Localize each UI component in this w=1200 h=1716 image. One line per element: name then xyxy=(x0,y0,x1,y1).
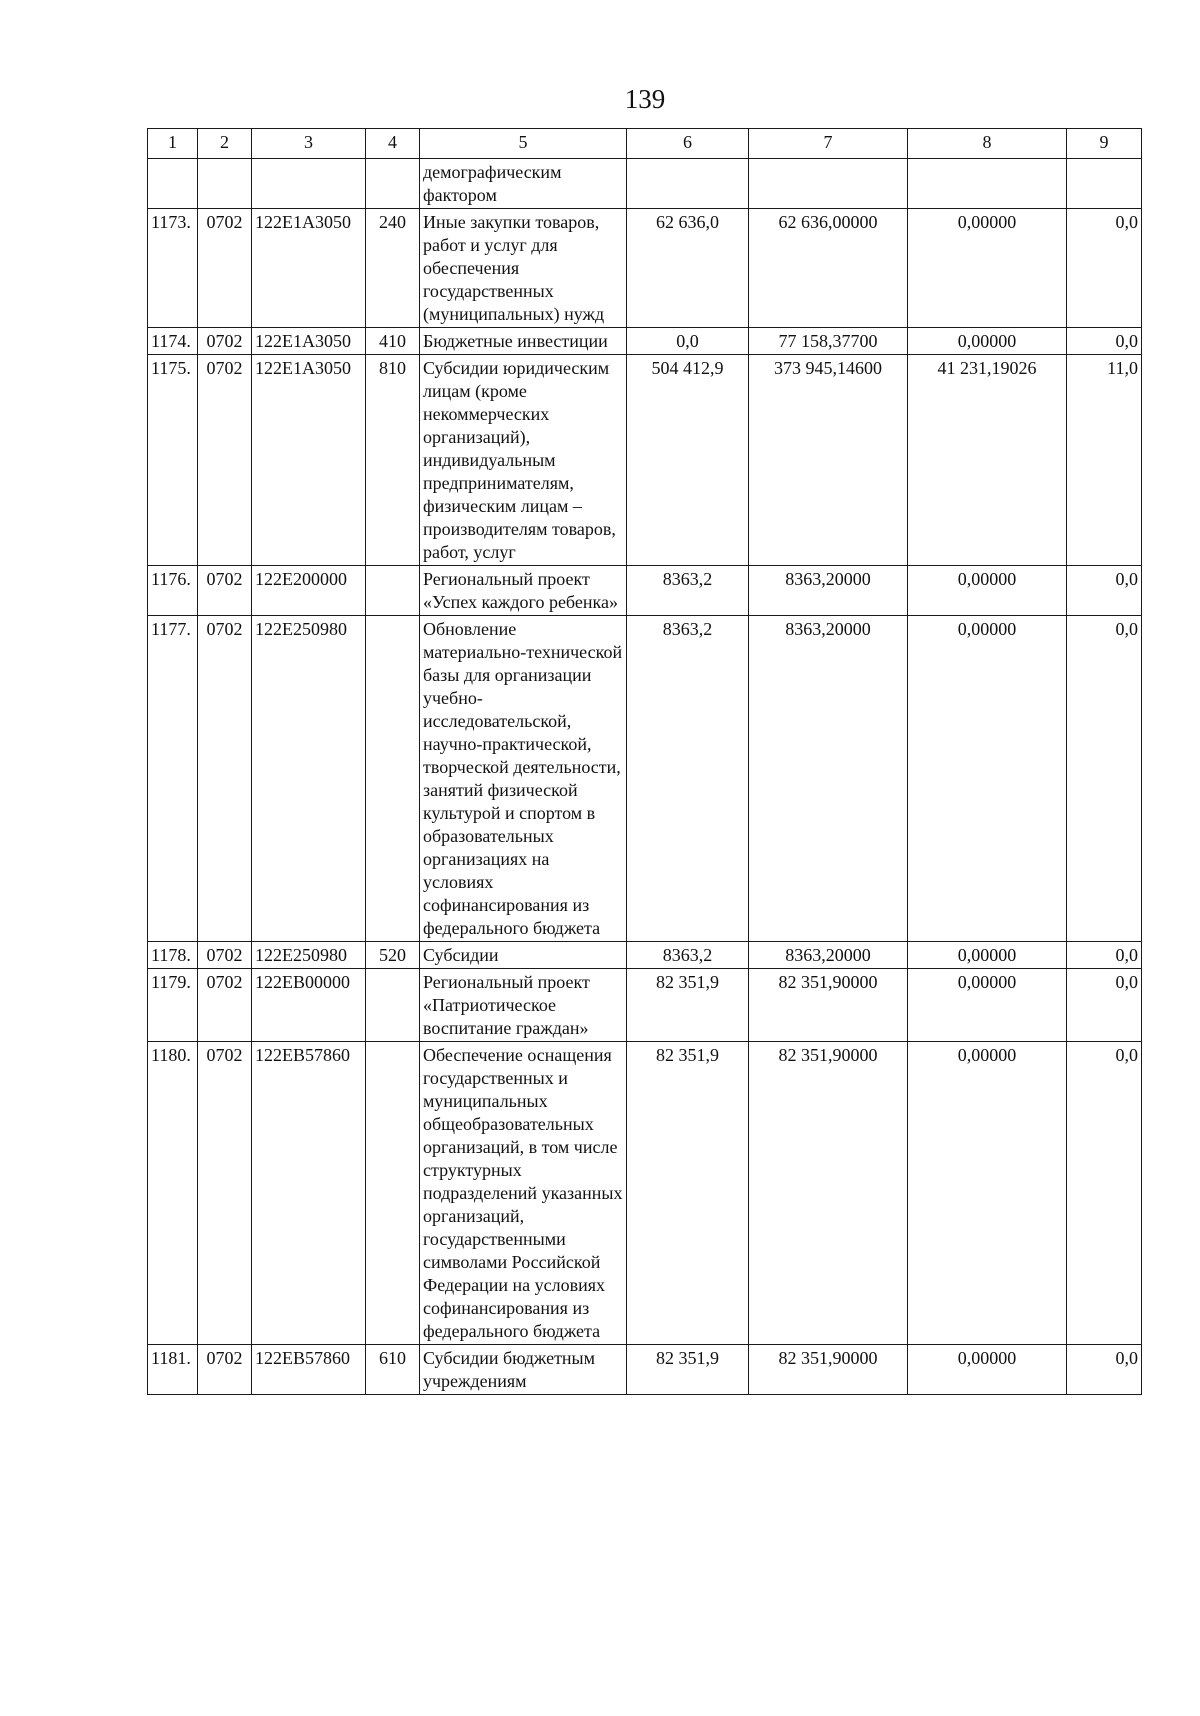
row-number: 1178. xyxy=(148,942,198,969)
value-col8: 0,00000 xyxy=(908,1345,1067,1395)
row-number: 1175. xyxy=(148,355,198,566)
item-name: Региональный проект «Патриотическое воспитание граждан» xyxy=(420,969,627,1042)
expense-type: 520 xyxy=(366,942,420,969)
value-col9: 0,0 xyxy=(1067,1042,1142,1345)
row-number: 1180. xyxy=(148,1042,198,1345)
value-col6: 62 636,0 xyxy=(627,209,749,328)
target-code xyxy=(252,159,366,209)
value-col7: 82 351,90000 xyxy=(749,1345,908,1395)
value-col9: 0,0 xyxy=(1067,969,1142,1042)
header-cell: 8 xyxy=(908,129,1067,159)
target-code: 122E1A3050 xyxy=(252,328,366,355)
value-col7: 82 351,90000 xyxy=(749,969,908,1042)
header-cell: 7 xyxy=(749,129,908,159)
item-name: Иные закупки товаров, работ и услуг для обеспечения государственных (муниципальных) нужд xyxy=(420,209,627,328)
row-number: 1179. xyxy=(148,969,198,1042)
section-code: 0702 xyxy=(198,209,252,328)
value-col7: 82 351,90000 xyxy=(749,1042,908,1345)
table-row xyxy=(148,159,1142,209)
row-number: 1176. xyxy=(148,566,198,616)
header-cell: 2 xyxy=(198,129,252,159)
target-code: 122E250980 xyxy=(252,942,366,969)
item-name: демографическим фактором xyxy=(420,159,627,209)
budget-table xyxy=(147,128,1142,1395)
target-code: 122EB57860 xyxy=(252,1042,366,1345)
header-cell: 5 xyxy=(420,129,627,159)
row-number: 1177. xyxy=(148,616,198,942)
target-code: 122EB57860 xyxy=(252,1345,366,1395)
section-code xyxy=(198,159,252,209)
section-code: 0702 xyxy=(198,328,252,355)
table-row xyxy=(148,355,1142,566)
value-col9: 11,0 xyxy=(1067,355,1142,566)
value-col9: 0,0 xyxy=(1067,328,1142,355)
value-col6: 8363,2 xyxy=(627,566,749,616)
value-col6: 82 351,9 xyxy=(627,969,749,1042)
table-row xyxy=(148,616,1142,942)
expense-type xyxy=(366,616,420,942)
header-cell: 6 xyxy=(627,129,749,159)
header-row xyxy=(148,129,1142,159)
section-code: 0702 xyxy=(198,969,252,1042)
row-number: 1174. xyxy=(148,328,198,355)
value-col8: 41 231,19026 xyxy=(908,355,1067,566)
header-cell: 4 xyxy=(366,129,420,159)
value-col9: 0,0 xyxy=(1067,942,1142,969)
section-code: 0702 xyxy=(198,942,252,969)
value-col9: 0,0 xyxy=(1067,209,1142,328)
item-name: Бюджетные инвестиции xyxy=(420,328,627,355)
value-col8: 0,00000 xyxy=(908,209,1067,328)
value-col9: 0,0 xyxy=(1067,616,1142,942)
row-number: 1181. xyxy=(148,1345,198,1395)
expense-type xyxy=(366,566,420,616)
value-col9: 0,0 xyxy=(1067,1345,1142,1395)
header-cell: 3 xyxy=(252,129,366,159)
value-col6: 82 351,9 xyxy=(627,1042,749,1345)
value-col6: 82 351,9 xyxy=(627,1345,749,1395)
value-col8: 0,00000 xyxy=(908,566,1067,616)
value-col9 xyxy=(1067,159,1142,209)
value-col8: 0,00000 xyxy=(908,328,1067,355)
item-name: Субсидии юридическим лицам (кроме некоммерческих организаций), индивидуальным предпринимателям, физическим лицам – производителям товаров, работ, услуг xyxy=(420,355,627,566)
row-number: 1173. xyxy=(148,209,198,328)
value-col6: 8363,2 xyxy=(627,616,749,942)
value-col7: 373 945,14600 xyxy=(749,355,908,566)
target-code: 122E200000 xyxy=(252,566,366,616)
expense-type: 610 xyxy=(366,1345,420,1395)
value-col7: 8363,20000 xyxy=(749,616,908,942)
expense-type: 810 xyxy=(366,355,420,566)
value-col7: 62 636,00000 xyxy=(749,209,908,328)
item-name: Обновление материально-технической базы для организации учебно-исследовательской, научно-практической, творческой деятельности, занятий физической культурой и спортом в образовательных организациях на условиях софинансирования из федерального бюджета xyxy=(420,616,627,942)
item-name: Субсидии бюджетным учреждениям xyxy=(420,1345,627,1395)
item-name: Субсидии xyxy=(420,942,627,969)
value-col8: 0,00000 xyxy=(908,1042,1067,1345)
value-col6: 0,0 xyxy=(627,328,749,355)
value-col6: 504 412,9 xyxy=(627,355,749,566)
value-col6 xyxy=(627,159,749,209)
table-row xyxy=(148,328,1142,355)
table-row xyxy=(148,969,1142,1042)
page-number: 139 xyxy=(624,84,666,114)
value-col8 xyxy=(908,159,1067,209)
table-row xyxy=(148,566,1142,616)
value-col9: 0,0 xyxy=(1067,566,1142,616)
header-cell: 9 xyxy=(1067,129,1142,159)
expense-type: 240 xyxy=(366,209,420,328)
value-col6: 8363,2 xyxy=(627,942,749,969)
item-name: Региональный проект «Успех каждого ребенка» xyxy=(420,566,627,616)
table-row xyxy=(148,1345,1142,1395)
target-code: 122E1A3050 xyxy=(252,209,366,328)
table-row xyxy=(148,209,1142,328)
value-col7: 77 158,37700 xyxy=(749,328,908,355)
table-row xyxy=(148,1042,1142,1345)
value-col8: 0,00000 xyxy=(908,616,1067,942)
target-code: 122EB00000 xyxy=(252,969,366,1042)
target-code: 122E1A3050 xyxy=(252,355,366,566)
value-col7: 8363,20000 xyxy=(749,942,908,969)
section-code: 0702 xyxy=(198,616,252,942)
section-code: 0702 xyxy=(198,355,252,566)
value-col7: 8363,20000 xyxy=(749,566,908,616)
expense-type: 410 xyxy=(366,328,420,355)
section-code: 0702 xyxy=(198,566,252,616)
target-code: 122E250980 xyxy=(252,616,366,942)
item-name: Обеспечение оснащения государственных и муниципальных общеобразовательных организаций, в том числе структурных подразделений указанных организаций, государственными символами Российской Федерации на условиях софинансирования из федерального бюджета xyxy=(420,1042,627,1345)
expense-type xyxy=(366,969,420,1042)
value-col8: 0,00000 xyxy=(908,942,1067,969)
row-number xyxy=(148,159,198,209)
header-cell: 1 xyxy=(148,129,198,159)
expense-type xyxy=(366,1042,420,1345)
value-col8: 0,00000 xyxy=(908,969,1067,1042)
value-col7 xyxy=(749,159,908,209)
section-code: 0702 xyxy=(198,1042,252,1345)
section-code: 0702 xyxy=(198,1345,252,1395)
expense-type xyxy=(366,159,420,209)
table-row xyxy=(148,942,1142,969)
